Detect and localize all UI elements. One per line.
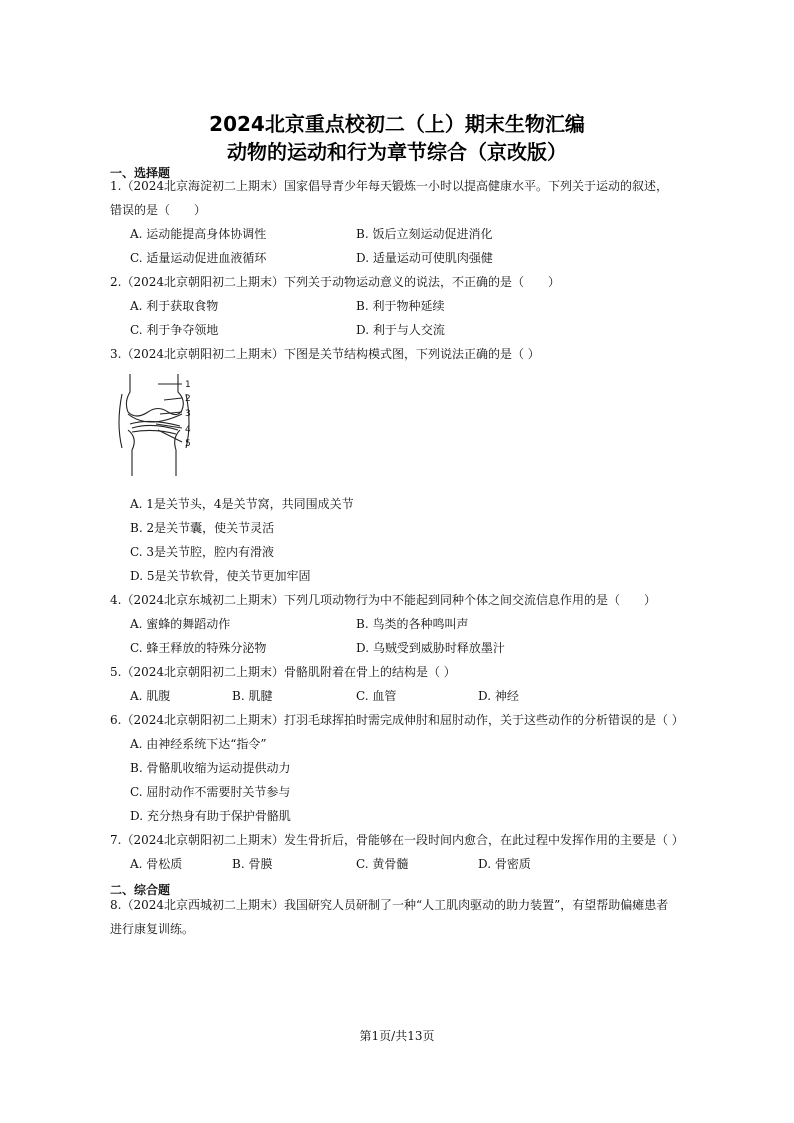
q4-option-b: B. 鸟类的各种鸣叫声 xyxy=(356,617,469,631)
page-footer: 第1页/共13页 xyxy=(359,1029,435,1043)
q5-option-c: C. 血管 xyxy=(356,689,397,703)
q6-option-d: D. 充分热身有助于保护骨骼肌 xyxy=(130,809,291,823)
q5-stem: 5.（2024北京朝阳初二上期末）骨骼肌附着在骨上的结构是（ ） xyxy=(110,665,456,679)
q8-stem: 8.（2024北京西城初二上期末）我国研究人员研制了一种“人工肌肉驱动的助力装置”，有望帮助偏瘫患者 xyxy=(110,898,669,912)
q2-option-a: A. 利于获取食物 xyxy=(130,299,219,313)
document-subtitle: 动物的运动和行为章节综合（京改版） xyxy=(227,140,567,164)
q5-option-a: A. 肌腹 xyxy=(130,689,171,703)
q2-option-d: D. 利于与人交流 xyxy=(356,323,445,337)
q4-option-c: C. 蜂王释放的特殊分泌物 xyxy=(130,641,267,655)
q4-option-d: D. 乌贼受到威胁时释放墨汁 xyxy=(356,641,505,655)
q3-option-c: C. 3是关节腔，腔内有滑液 xyxy=(130,545,275,559)
q1-option-c: C. 适量运动促进血液循环 xyxy=(130,251,267,265)
q8-stem-cont: 进行康复训练。 xyxy=(110,922,195,936)
q4-stem: 4.（2024北京东城初二上期末）下列几项动物行为中不能起到同种个体之间交流信息作用的是（ ） xyxy=(110,593,656,607)
q2-option-b: B. 利于物种延续 xyxy=(356,299,445,313)
q7-option-c: C. 黄骨髓 xyxy=(356,857,409,871)
q7-option-d: D. 骨密质 xyxy=(478,857,531,871)
q2-option-c: C. 利于争夺领地 xyxy=(130,323,219,337)
q1-option-b: B. 饭后立刻运动促进消化 xyxy=(356,227,493,241)
q1-option-a: A. 运动能提高身体协调性 xyxy=(130,227,267,241)
q6-option-c: C. 屈肘动作不需要肘关节参与 xyxy=(130,785,291,799)
diagram-label-1: 1 xyxy=(185,380,191,390)
q7-option-a: A. 骨松质 xyxy=(130,857,183,871)
q1-stem: 1.（2024北京海淀初二上期末）国家倡导青少年每天锻炼一小时以提高健康水平。下列关于运动的叙述， xyxy=(110,179,668,193)
section-heading-comprehensive: 二、综合题 xyxy=(110,883,171,897)
q6-stem: 6.（2024北京朝阳初二上期末）打羽毛球挥拍时需完成伸肘和屈肘动作，关于这些动作的分析错误的是（ ） xyxy=(110,713,684,727)
q6-option-b: B. 骨骼肌收缩为运动提供动力 xyxy=(130,761,291,775)
diagram-label-3: 3 xyxy=(185,409,191,419)
diagram-label-5: 5 xyxy=(185,439,191,449)
q7-stem: 7.（2024北京朝阳初二上期末）发生骨折后，骨能够在一段时间内愈合，在此过程中发挥作用的主要是（ ） xyxy=(110,833,684,847)
q3-option-b: B. 2是关节囊，使关节灵活 xyxy=(130,521,275,535)
document-title: 2024北京重点校初二（上）期末生物汇编 xyxy=(209,112,585,136)
q3-option-d: D. 5是关节软骨，使关节更加牢固 xyxy=(130,569,311,583)
q2-stem: 2.（2024北京朝阳初二上期末）下列关于动物运动意义的说法，不正确的是（ ） xyxy=(110,275,560,289)
q5-option-d: D. 神经 xyxy=(478,689,519,703)
joint-structure-diagram xyxy=(118,372,198,480)
q3-option-a: A. 1是关节头，4是关节窝，共同围成关节 xyxy=(130,497,354,511)
diagram-label-4: 4 xyxy=(185,425,191,435)
q1-stem-cont: 错误的是（ ） xyxy=(110,203,207,217)
section-heading-choice: 一、选择题 xyxy=(110,166,171,180)
q4-option-a: A. 蜜蜂的舞蹈动作 xyxy=(130,617,231,631)
q6-option-a: A. 由神经系统下达“指令” xyxy=(130,737,267,751)
q3-stem: 3.（2024北京朝阳初二上期末）下图是关节结构模式图，下列说法正确的是（ ） xyxy=(110,347,540,361)
diagram-label-2: 2 xyxy=(185,394,191,404)
q1-option-d: D. 适量运动可使肌肉强健 xyxy=(356,251,493,265)
q5-option-b: B. 肌腱 xyxy=(232,689,273,703)
q7-option-b: B. 骨膜 xyxy=(232,857,273,871)
